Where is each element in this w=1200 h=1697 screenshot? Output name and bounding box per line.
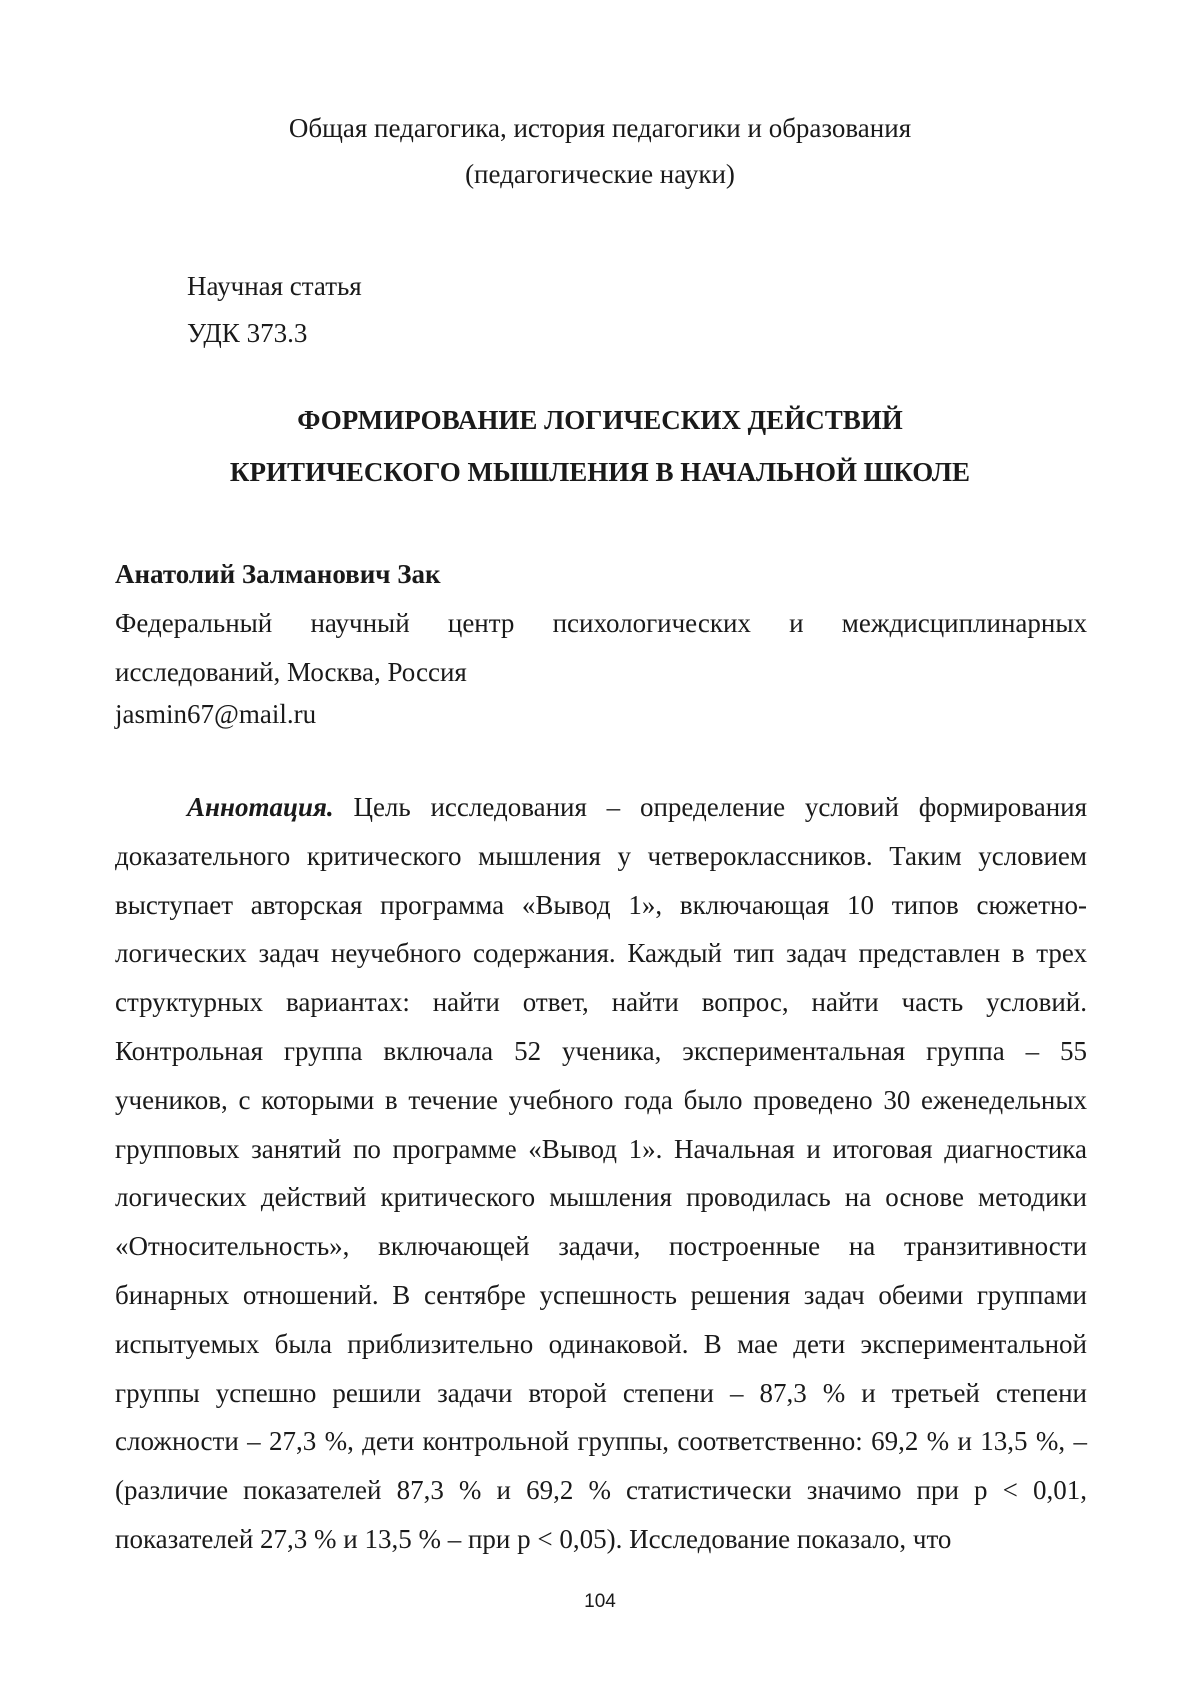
abstract-text: Цель исследования – определение условий формирования доказательного критического мышления у четвероклассников. Таким условием выступает авторская программа «Вывод 1», включающая 10 типов сюжетно-логических задач неучебного содержания. Каждый тип задач представлен в трех структурных вариантах: найти ответ, найти вопрос, найти часть условий. Контрольная группа включала 52 ученика, экспериментальная группа – 55 учеников, с которыми в течение учебного года было проведено 30 еженедельных групповых занятий по программе «Вывод 1». Начальная и итоговая диагностика логических действий критического мышления проводилась на основе методики «Относительность», включающей задачи, построенные на транзитивности бинарных отношений. В сентябре успешность решения задач обеими группами испытуемых была приблизительно одинаковой. В мае дети экспериментальной группы успешно решили задачи второй степени – 87,3 % и третьей степени сложности – 27,3 %, дети контрольной группы, соответственно: 69,2 % и 13,5 %, – (различие показателей 87,3 % и 69,2 % статистически значимо при р < 0,01, показателей 27,3 % и 13,5 % – при р < 0,05). Исследование показало, что [115, 792, 1088, 1554]
author-affiliation: Федеральный научный центр психологических и междисциплинарных исследований, Москва, Россия [115, 608, 1087, 687]
udc-code: УДК 373.3 [187, 318, 308, 348]
section-heading-line-2: (педагогические науки) [465, 159, 735, 189]
abstract-label: Аннотация. [187, 792, 334, 822]
author-name: Анатолий Залманович Зак [115, 559, 441, 589]
author-email[interactable]: jasmin67@mail.ru [115, 699, 317, 729]
page-number: 104 [584, 1591, 616, 1612]
article-type: Научная статья [187, 271, 362, 301]
section-heading-line-1: Общая педагогика, история педагогики и образования [288, 113, 912, 143]
article-title-line-2: КРИТИЧЕСКОГО МЫШЛЕНИЯ В НАЧАЛЬНОЙ ШКОЛЕ [229, 457, 971, 487]
article-title-line-1: ФОРМИРОВАНИЕ ЛОГИЧЕСКИХ ДЕЙСТВИЙ [297, 405, 903, 435]
abstract-paragraph [115, 783, 1087, 1564]
